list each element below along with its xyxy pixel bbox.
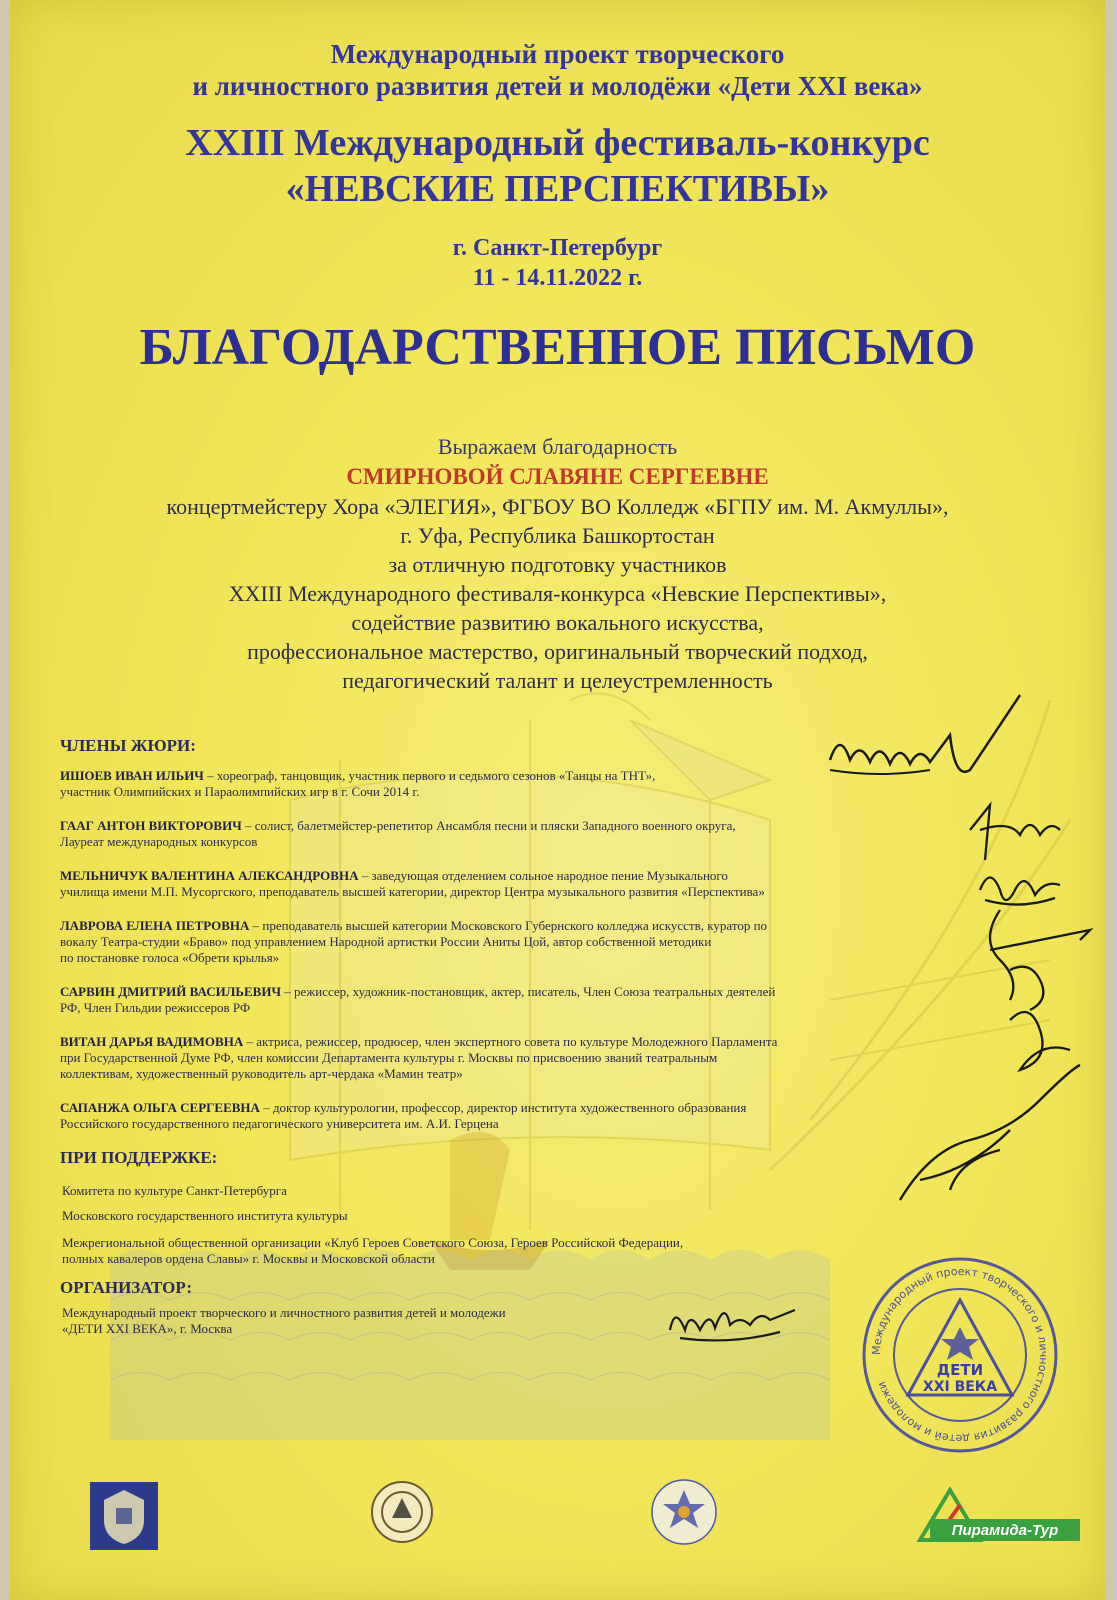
project-line-1: Международный проект творческого [330,39,785,69]
jury-desc: Лауреат международных конкурсов [60,834,258,849]
jury-member [60,1100,990,1132]
project-line-2: и личностного развития детей и молодёжи «Дети XXI века» [192,71,923,101]
body-line: г. Уфа, Республика Башкортостан [400,523,715,548]
jury-member [60,918,990,966]
jury-member [60,1034,990,1082]
signature-image [820,690,1040,810]
jury-name: САРВИН ДМИТРИЙ ВАСИЛЬЕВИЧ [60,984,281,999]
festival-line-2: «НЕВСКИЕ ПЕРСПЕКТИВЫ» [285,168,830,210]
institute-emblem-logo [370,1480,434,1544]
reason-text [10,492,1105,695]
coat-of-arms-logo [88,1480,160,1552]
jury-desc: – хореограф, танцовщик, участник первого и седьмого сезонов «Танцы на ТНТ», [207,768,656,783]
support-item: Московского государственного института культуры [62,1208,348,1223]
jury-desc: РФ, Член Гильдии режиссеров РФ [60,1000,251,1015]
recipient-name: СМИРНОВОЙ СЛАВЯНЕ СЕРГЕЕВНЕ [346,464,769,489]
body-line: профессиональное мастерство, оригинальный творческий подход, [247,639,868,664]
certificate-paper [10,0,1105,1600]
body-line: XXIII Международного фестиваля-конкурса «Невские Перспективы», [228,581,887,606]
body-line: за отличную подготовку участников [388,552,727,577]
svg-text:Международный проект творческо [870,1265,1050,1445]
piramida-tur-logo [910,1485,1090,1545]
jury-desc: участник Олимпийских и Параолимпийских игр в г. Сочи 2014 г. [60,784,420,799]
support-item: Межрегиональной общественной организации «Клуб Героев Советского Союза, Героев Российской Федерации, [62,1235,684,1250]
support-title: ПРИ ПОДДЕРЖКЕ: [60,1148,218,1167]
jury-name: ИШОЕВ ИВАН ИЛЬИЧ [60,768,204,783]
jury-name: ЛАВРОВА ЕЛЕНА ПЕТРОВНА [60,918,250,933]
jury-desc: – доктор культурологии, профессор, директор института художественного образования [263,1100,747,1115]
jury-desc: – преподаватель высшей категории Московского Губернского колледжа искусств, куратор по [252,918,768,933]
organizer-title: ОРГАНИЗАТОР: [60,1278,193,1297]
jury-name: МЕЛЬНИЧУК ВАЛЕНТИНА АЛЕКСАНДРОВНА [60,868,359,883]
jury-desc: училища имени М.П. Мусоргского, преподаватель высшей категории, директор Центра музыкального развития «Перспектива» [60,884,765,899]
jury-member [60,868,990,900]
jury-desc: вокалу Театра-студии «Браво» под управлением Народной артистки России Аниты Цой, автор собственной методики [60,934,712,949]
city-dates [10,233,1105,293]
dates: 11 - 14.11.2022 г. [472,265,643,291]
jury-desc: Российского государственного педагогического университета им. А.И. Герцена [60,1116,499,1131]
body-line: педагогический талант и целеустремленность [342,668,773,693]
support-item: полных кавалеров ордена Славы» г. Москвы и Московской области [62,1251,435,1266]
signature-image [660,1290,800,1350]
stamp-ring-text: Международный проект творческого и личностного развития детей и молодежи [869,1264,1051,1446]
piramida-tur-text: Пирамида-Тур [951,1522,1059,1539]
signature-image [890,1060,1090,1210]
body-line: содействие развитию вокального искусства, [351,610,764,635]
festival-line-1: XXIII Международный фестиваль-конкурс [185,122,930,164]
jury-name: ГААГ АНТОН ВИКТОРОВИЧ [60,818,242,833]
city: г. Санкт-Петербург [452,235,663,261]
thanks-line: Выражаем благодарность [437,434,678,459]
jury-desc: коллективам, художественный руководитель арт-чердака «Мамин театр» [60,1066,463,1081]
jury-member [60,984,990,1016]
jury-desc: при Государственной Думе РФ, член комиссии Департамента культуры г. Москвы по присвоению званий театральным [60,1050,718,1065]
jury-name: САПАНЖА ОЛЬГА СЕРГЕЕВНА [60,1100,260,1115]
organizer-line: «ДЕТИ XXI ВЕКА», г. Москва [62,1321,233,1336]
festival-header [10,120,1105,212]
document-title: БЛАГОДАРСТВЕННОЕ ПИСЬМО [139,319,976,376]
support-item: Комитета по культуре Санкт-Петербурга [62,1183,287,1198]
jury-member [60,818,990,850]
jury-title: ЧЛЕНЫ ЖЮРИ: [60,736,196,755]
jury-desc: – солист, балетмейстер-репетитор Ансамбля песни и пляски Западного военного округа, [245,818,736,833]
jury-name: ВИТАН ДАРЬЯ ВАДИМОВНА [60,1034,244,1049]
stamp-seal [860,1255,1060,1455]
jury-desc: – режиссер, художник-постановщик, актер, писатель, Член Союза театральных деятелей [284,984,776,999]
organizer-line: Международный проект творческого и личностного развития детей и молодежи [62,1305,506,1320]
jury-desc: – актриса, режиссер, продюсер, член экспертного совета по культуре Молодежного Парламента [246,1034,778,1049]
stamp-center-line-2: XXI ВЕКА [922,1379,998,1395]
jury-desc: по постановке голоса «Обрети крылья» [60,950,280,965]
heroes-club-emblem-logo [650,1478,718,1546]
jury-desc: – заведующая отделением сольное народное пение Музыкального [361,868,728,883]
body-line: концертмейстеру Хора «ЭЛЕГИЯ», ФГБОУ ВО Колледж «БГПУ им. М. Акмуллы», [166,494,949,519]
project-header [10,38,1105,102]
stamp-center-line-1: ДЕТИ [936,1361,984,1379]
